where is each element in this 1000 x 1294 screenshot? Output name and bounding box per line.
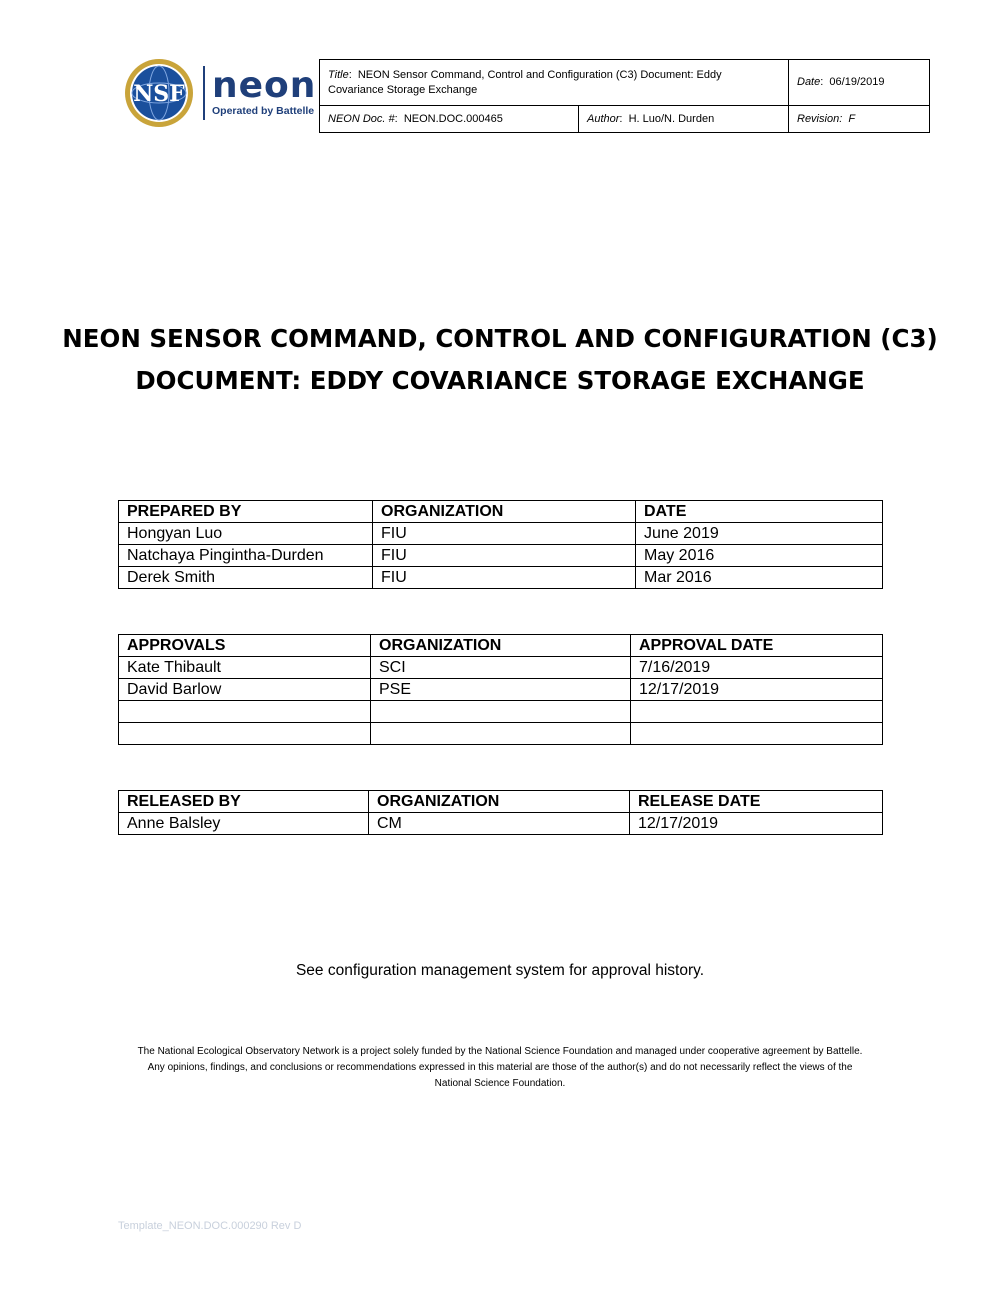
doc-number-label: NEON Doc. # xyxy=(328,112,395,125)
logo-divider xyxy=(203,66,205,120)
header-cell: ORGANIZATION xyxy=(369,791,630,813)
header-doc-cell: NEON Doc. #: NEON.DOC.000465 xyxy=(320,106,579,133)
table-cell xyxy=(631,701,883,723)
table-cell xyxy=(371,701,631,723)
author-label: Author xyxy=(587,112,620,125)
neon-logo-tagline: Operated by Battelle xyxy=(212,105,315,117)
table-cell xyxy=(119,701,371,723)
nsf-logo xyxy=(124,58,194,128)
table-row xyxy=(119,723,883,745)
header-cell: DATE xyxy=(636,501,883,523)
table-cell: FIU xyxy=(373,567,636,589)
table-cell xyxy=(371,723,631,745)
table-cell: May 2016 xyxy=(636,545,883,567)
title-value: NEON Sensor Command, Control and Configuration (C3) Document: Eddy Covariance Storage Exchange xyxy=(328,68,722,96)
table-cell: FIU xyxy=(373,545,636,567)
table-cell: Derek Smith xyxy=(119,567,373,589)
doc-number-value: NEON.DOC.000465 xyxy=(403,112,503,125)
revision-value: F xyxy=(848,112,856,125)
title-label: Title xyxy=(328,68,349,81)
table-cell: June 2019 xyxy=(636,523,883,545)
header-revision-cell: Revision: F xyxy=(789,106,930,133)
released-by-table xyxy=(118,790,883,835)
table-cell: 12/17/2019 xyxy=(630,813,883,835)
header-title-cell: Title: NEON Sensor Command, Control and Configuration (C3) Document: Eddy Covariance Storage Exchange xyxy=(320,60,789,106)
header-info-table xyxy=(319,59,930,133)
table-cell xyxy=(119,723,371,745)
header-cell: RELEASED BY xyxy=(119,791,369,813)
table-cell: David Barlow xyxy=(119,679,371,701)
table-cell: FIU xyxy=(373,523,636,545)
neon-logo-text: neon xyxy=(212,65,317,106)
funding-disclaimer xyxy=(110,1044,890,1092)
table-cell: Anne Balsley xyxy=(119,813,369,835)
date-value: 06/19/2019 xyxy=(829,76,885,89)
template-footer: Template_NEON.DOC.000290 Rev D xyxy=(118,1220,302,1232)
author-value: H. Luo/N. Durden xyxy=(628,112,715,125)
neon-logo xyxy=(212,65,317,120)
config-management-note: See configuration management system for approval history. xyxy=(295,962,705,979)
header-date-cell: Date: 06/19/2019 xyxy=(789,60,930,106)
header-cell: ORGANIZATION xyxy=(371,635,631,657)
table-cell: CM xyxy=(369,813,630,835)
table-cell: 7/16/2019 xyxy=(631,657,883,679)
document-title: NEON SENSOR COMMAND, CONTROL AND CONFIGURATION (C3) DOCUMENT: EDDY COVARIANCE STORAGE EXCHANGE xyxy=(62,324,938,395)
table-row xyxy=(119,567,883,589)
nsf-logo-text: NSF xyxy=(133,81,185,107)
revision-label: Revision xyxy=(797,112,840,125)
table-cell: Hongyan Luo xyxy=(119,523,373,545)
table-cell: PSE xyxy=(371,679,631,701)
table-cell: Kate Thibault xyxy=(119,657,371,679)
table-row xyxy=(119,679,883,701)
header-author-cell: Author: H. Luo/N. Durden xyxy=(579,106,789,133)
table-row xyxy=(119,657,883,679)
prepared-by-table xyxy=(118,500,883,589)
header-cell: APPROVAL DATE xyxy=(631,635,883,657)
table-row xyxy=(119,813,883,835)
table-header-row xyxy=(119,791,883,813)
table-cell: Natchaya Pingintha-Durden xyxy=(119,545,373,567)
table-row xyxy=(119,523,883,545)
table-cell: Mar 2016 xyxy=(636,567,883,589)
header-cell: ORGANIZATION xyxy=(373,501,636,523)
header-cell: RELEASE DATE xyxy=(630,791,883,813)
table-header-row xyxy=(119,501,883,523)
table-header-row xyxy=(119,635,883,657)
disclaimer-line: National Science Foundation. xyxy=(434,1078,566,1089)
approvals-table xyxy=(118,634,883,745)
disclaimer-line: Any opinions, findings, and conclusions or recommendations expressed in this material are those of the author(s) and do not necessarily reflect the views of the xyxy=(147,1062,853,1073)
header-cell: PREPARED BY xyxy=(119,501,373,523)
table-row xyxy=(119,545,883,567)
disclaimer-line: The National Ecological Observatory Network is a project solely funded by the National Science Foundation and managed under cooperative agreement by Battelle. xyxy=(137,1046,863,1057)
table-cell: SCI xyxy=(371,657,631,679)
date-label: Date xyxy=(797,76,821,89)
table-cell xyxy=(631,723,883,745)
table-row xyxy=(119,701,883,723)
table-cell: 12/17/2019 xyxy=(631,679,883,701)
header-cell: APPROVALS xyxy=(119,635,371,657)
